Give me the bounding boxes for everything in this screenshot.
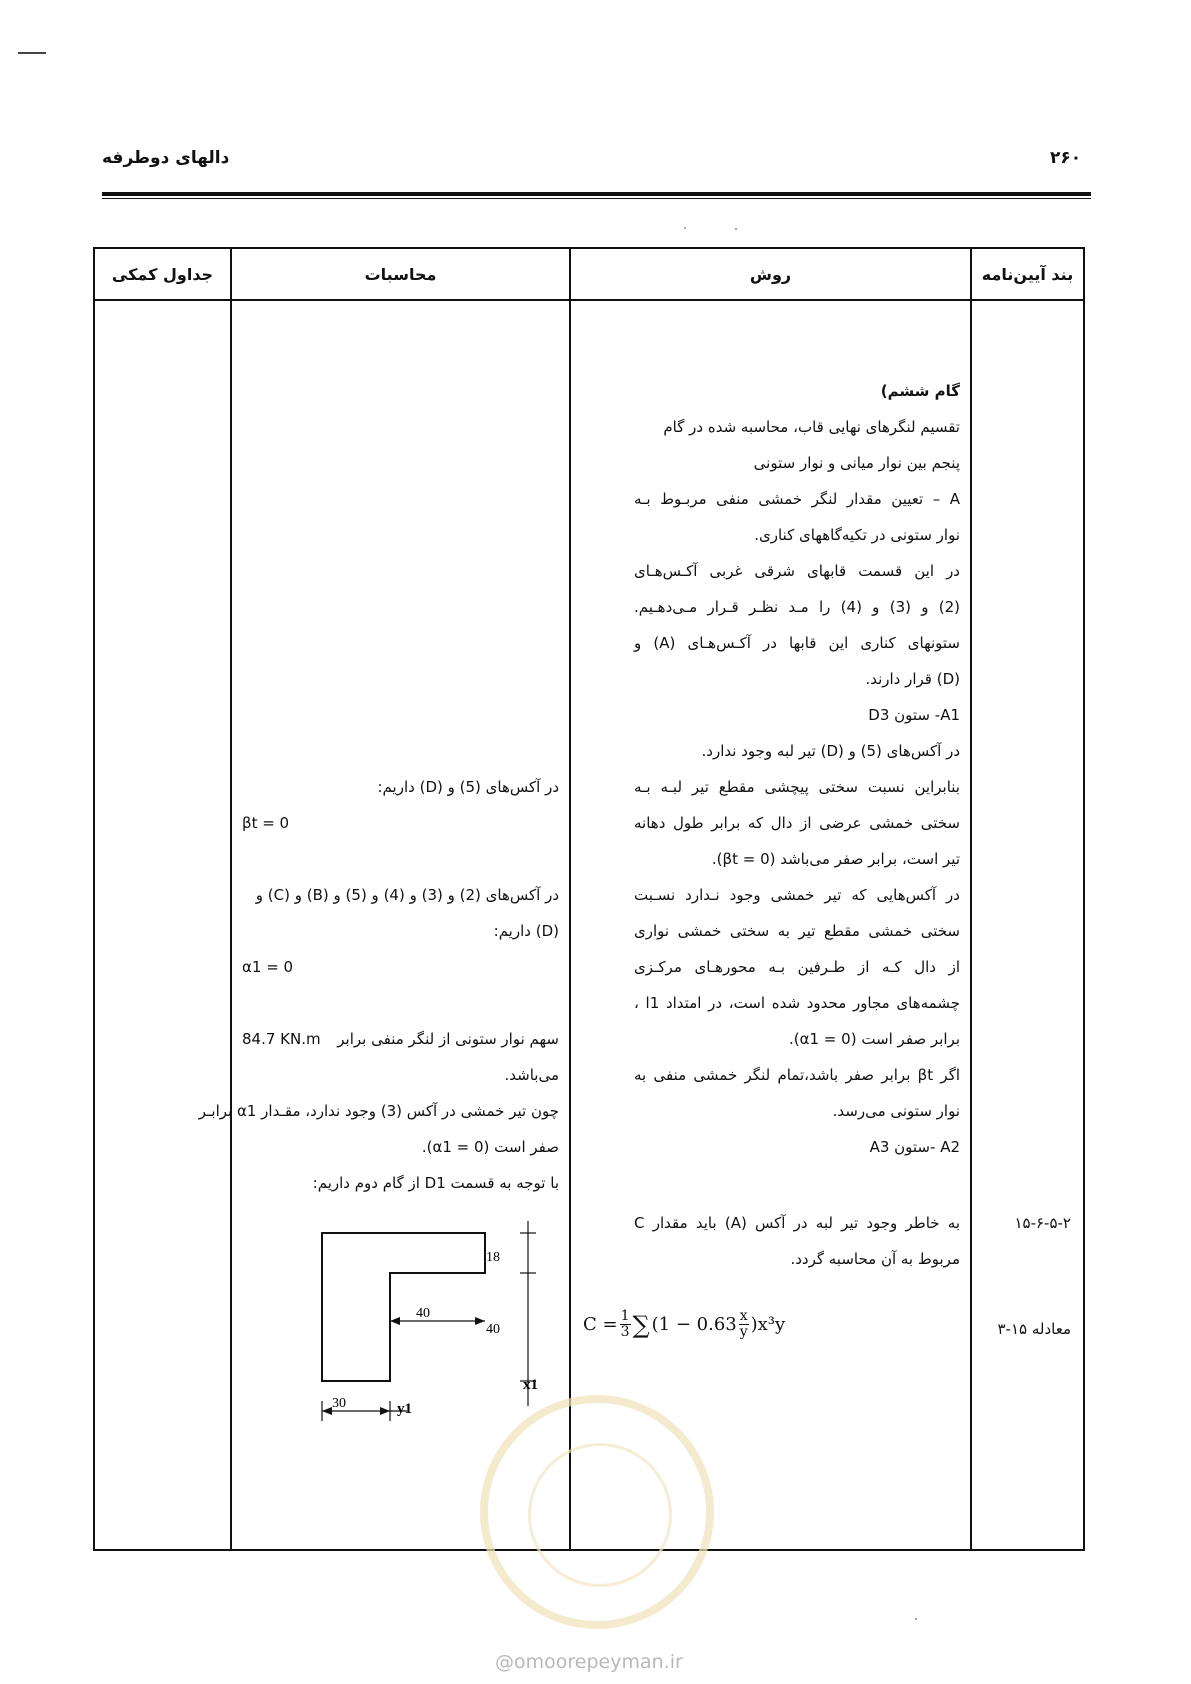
scan-speck <box>684 227 686 229</box>
header-method: روش <box>570 248 971 300</box>
l-section-outline <box>322 1233 485 1381</box>
chapter-title: دالهای دوطرفه <box>102 148 230 168</box>
method-line: در این قسمت قابهای شرقی غربی آکـس‌هـای <box>634 562 960 580</box>
calc-line: در آکس‌های (2) و (3) و (4) و (5) و (B) و (C) و <box>255 886 559 904</box>
scan-speck <box>735 228 737 230</box>
calculations-column <box>198 300 570 1550</box>
header-aux-tables: جداول کمکی <box>94 248 231 300</box>
solution-table <box>93 247 1085 1551</box>
torsion-constant-formula <box>583 1309 785 1340</box>
method-line: در آکس‌های (5) و (D) تیر لبه وجود ندارد. <box>701 742 960 760</box>
calc-line: سهم نوار ستونی از لنگر منفی برابر <box>337 1030 559 1048</box>
calc-line: (D) داریم: <box>493 922 559 940</box>
ratio-denominator: y <box>739 1324 748 1340</box>
formula-paren: (1 − 0.63 <box>651 1314 737 1335</box>
corner-mark <box>18 52 46 54</box>
sum-symbol: ∑ <box>632 1310 650 1339</box>
publisher-stamp <box>480 1395 714 1629</box>
method-line: برابر صفر است (α1 = 0). <box>788 1030 960 1048</box>
header-rule-thin <box>102 198 1091 199</box>
dim-bottom-width: 30 <box>332 1396 346 1411</box>
table-body-row <box>94 300 1084 1550</box>
method-line: پنجم بین نوار میانی و نوار ستونی <box>753 454 960 472</box>
coef-denominator: 3 <box>620 1324 630 1340</box>
axis-y1-label: y1 <box>397 1401 412 1417</box>
method-line: A1- ستون D3 <box>868 706 960 724</box>
method-line: بنابراین نسبت سختی پیچشی مقطع تیر لبـه بـه <box>634 778 960 796</box>
scan-speck <box>915 1618 917 1620</box>
method-line: مربوط به آن محاسبه گردد. <box>790 1250 960 1268</box>
arrowhead <box>390 1317 400 1325</box>
method-line: از دال کـه از طـرفین بـه محورهـای مرکـزی <box>634 958 960 976</box>
method-line: (2) و (3) و (4) را مـد نظـر قـرار مـی‌دهـیم. <box>634 598 961 616</box>
code-ref-2: معادله ۱۵-۳ <box>997 1320 1071 1338</box>
stamp-inner-ring <box>528 1443 672 1587</box>
arrowhead <box>322 1407 332 1415</box>
method-line: نوار ستونی در تکیه‌گاههای کناری. <box>754 526 960 544</box>
formula-lhs: C = <box>583 1314 618 1335</box>
calc-line: صفر است (α1 = 0). <box>421 1138 559 1156</box>
method-line: تیر است، برابر صفر می‌باشد (βt = 0). <box>711 850 960 868</box>
calc-line: در آکس‌های (5) و (D) داریم: <box>377 778 559 796</box>
dim-top-width: 40 <box>416 1306 430 1321</box>
ratio-numerator: x <box>739 1308 748 1324</box>
method-line: چشمه‌های مجاور محدود شده است، در امتداد l1 ، <box>634 994 961 1012</box>
calc-line: با توجه به قسمت D1 از گام دوم داریم: <box>312 1174 559 1192</box>
header-rule <box>102 192 1091 196</box>
calc-line: چون تیر خمشی در آکس (3) وجود ندارد، مقـدار α1 برابـر <box>198 1102 559 1120</box>
method-line: اگر βt برابر صفر باشد،تمام لنگر خمشی منفی به <box>634 1066 960 1084</box>
formula-ratio <box>739 1309 749 1340</box>
method-line: سختی خمشی عرضی از دال که برابر طول دهانه <box>634 814 960 832</box>
method-line: نوار ستونی می‌رسد. <box>832 1102 960 1120</box>
method-line: به خاطر وجود تیر لبه در آکس (A) باید مقدار C <box>634 1214 961 1232</box>
moment-value: 84.7 KN.m <box>242 1030 321 1048</box>
beta-value: βt = 0 <box>242 814 290 832</box>
method-line: در آکس‌هایی که تیر خمشی وجود نـدارد نسـبت <box>634 886 960 904</box>
coef-numerator: 1 <box>620 1308 630 1324</box>
watermark: @omoorepeyman.ir <box>495 1651 683 1673</box>
method-column <box>570 300 971 1550</box>
dim-top-height: 18 <box>486 1250 500 1265</box>
code-clause-column <box>971 300 1084 1550</box>
alpha-value: α1 = 0 <box>242 958 294 976</box>
method-line: A – تعیین مقدار لنگر خمشی منفی مربـوط بـه <box>634 490 960 508</box>
header-code-clause: بند آیین‌نامه <box>971 248 1084 300</box>
method-line: A2 -ستون A3 <box>869 1138 960 1156</box>
header-calculations: محاسبات <box>231 248 570 300</box>
table-header-row <box>94 248 1084 300</box>
step-title: گام ششم) <box>880 382 960 400</box>
axis-x1-label: x1 <box>523 1377 538 1393</box>
method-line: تقسیم لنگرهای نهایی قاب، محاسبه شده در گام <box>663 418 960 436</box>
page-number: ۲۶۰ <box>1050 148 1082 168</box>
method-line: ستونهای کناری این قابها در آکـس‌هـای (A) و <box>634 634 960 652</box>
arrowhead <box>475 1317 485 1325</box>
aux-tables-column <box>94 300 231 1550</box>
edge-beam-section-diagram <box>292 1221 562 1451</box>
method-line: سختی خمشی مقطع تیر به سختی خمشی نواری <box>634 922 960 940</box>
formula-rest: )x³y <box>750 1314 786 1335</box>
formula-coefficient <box>620 1309 631 1340</box>
code-ref-1: ۱۵-۶-۵-۲ <box>1014 1214 1071 1232</box>
arrowhead <box>380 1407 390 1415</box>
method-line: (D) قرار دارند. <box>865 670 960 688</box>
calc-line: می‌باشد. <box>504 1066 559 1084</box>
dim-bottom-height: 40 <box>486 1322 500 1337</box>
